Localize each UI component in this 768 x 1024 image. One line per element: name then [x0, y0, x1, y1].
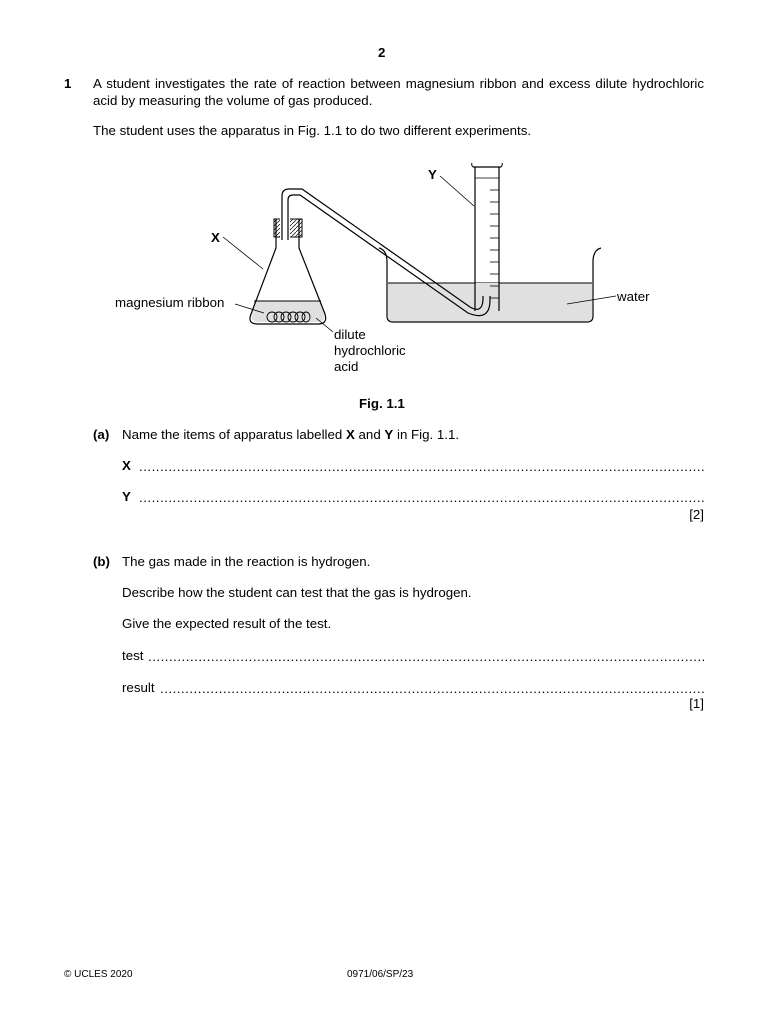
apparatus-diagram	[0, 0, 768, 420]
label-magnesium-ribbon: magnesium ribbon	[115, 295, 225, 310]
part-a-label: (a)	[93, 427, 110, 442]
figure-caption: Fig. 1.1	[359, 396, 405, 411]
part-a-marks: [2]	[689, 507, 704, 522]
test-answer-line[interactable]	[148, 649, 704, 663]
part-b-line2: Describe how the student can test that the gas is hydrogen.	[122, 585, 472, 600]
result-label: result	[122, 680, 155, 695]
apparatus-sentence: The student uses the apparatus in Fig. 1.1 to do two different experiments.	[93, 123, 532, 138]
answer-x-line[interactable]	[139, 459, 704, 473]
label-acid-line2: hydrochloric	[334, 343, 406, 358]
conical-flask	[250, 218, 326, 324]
label-water: water	[617, 289, 650, 304]
label-y: Y	[428, 167, 437, 182]
footer-copyright: © UCLES 2020	[64, 969, 133, 980]
question-intro: A student investigates the rate of reaction between magnesium ribbon and excess dilute hydrochloric acid by measuring the volume of gas produced.	[93, 76, 704, 108]
footer-code: 0971/06/SP/23	[347, 969, 414, 980]
label-x: X	[211, 230, 220, 245]
answer-y-line[interactable]	[139, 490, 704, 504]
result-answer-line[interactable]	[160, 681, 704, 695]
measuring-cylinder	[472, 163, 503, 311]
answer-y-label: Y	[122, 489, 131, 504]
part-a-question: Name the items of apparatus labelled X and Y in Fig. 1.1.	[122, 427, 460, 442]
page-number: 2	[378, 45, 386, 60]
test-label: test	[122, 648, 144, 663]
label-acid-line1: dilute	[334, 327, 366, 342]
answer-x-label: X	[122, 458, 131, 473]
label-acid-line3: acid	[334, 359, 359, 374]
part-b-line1: The gas made in the reaction is hydrogen.	[122, 554, 371, 569]
question-number: 1	[64, 76, 72, 91]
part-b-marks: [1]	[689, 696, 704, 711]
part-b-line3: Give the expected result of the test.	[122, 616, 332, 631]
part-b-label: (b)	[93, 554, 110, 569]
